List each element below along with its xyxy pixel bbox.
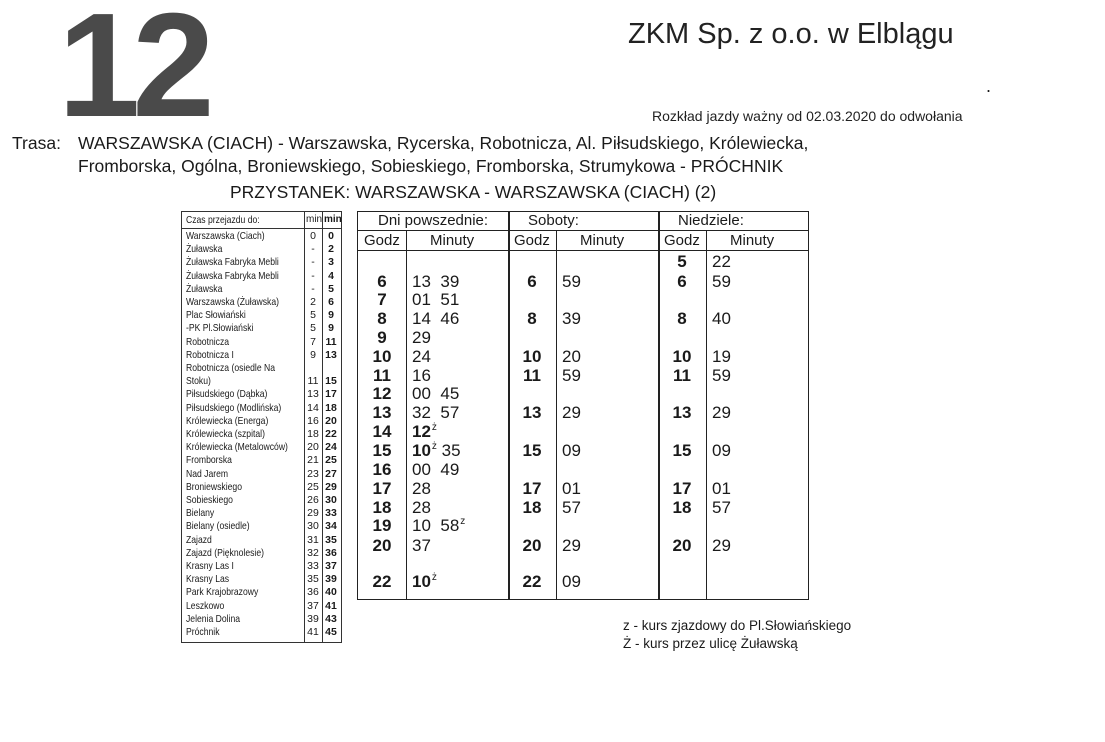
- travel-min-a: -: [311, 243, 315, 256]
- travel-min-a: 36: [307, 586, 319, 599]
- departure-minute: 00: [412, 384, 431, 403]
- departure-minute: 59: [712, 366, 731, 385]
- travel-stop-name: Krasny Las: [186, 573, 230, 586]
- travel-min-b: 6: [328, 296, 334, 308]
- travel-min-a: -: [311, 282, 315, 295]
- minutes-cell: [562, 347, 581, 367]
- travel-min-b: 0: [328, 230, 334, 242]
- hour-cell: 20: [522, 536, 542, 555]
- hour-cell: 22: [372, 572, 392, 591]
- travel-min-a: 30: [307, 520, 319, 533]
- departure-minute: 29: [562, 536, 581, 555]
- travel-stop-name: Fromborska: [186, 454, 232, 467]
- minutes-cell: [712, 252, 731, 272]
- minutes-cell: [562, 572, 581, 592]
- travel-stop-name: Bielany (osiedle): [186, 520, 250, 533]
- minutes-cell: [412, 498, 431, 518]
- section-title: Soboty:: [528, 212, 579, 229]
- departure-minute: 29: [712, 403, 731, 422]
- hour-cell: 6: [527, 272, 537, 291]
- travel-min-a: 41: [307, 626, 319, 638]
- departure-minute: 01: [562, 479, 581, 498]
- travel-min-a: 2: [310, 296, 316, 308]
- departure-minute: 10: [412, 572, 431, 591]
- departure-minute: 10: [412, 516, 431, 535]
- hour-cell: 8: [377, 309, 387, 328]
- departure-minute: 29: [712, 536, 731, 555]
- travel-stop-name: Królewiecka (szpital): [186, 428, 265, 440]
- travel-stop-name: Żuławska Fabryka Mebli: [186, 256, 279, 269]
- travel-min-b: 3: [328, 256, 334, 269]
- hour-cell: 6: [677, 272, 687, 291]
- travel-min-b: 27: [325, 467, 337, 480]
- minutes-cell: [412, 460, 459, 480]
- travel-min-b: 37: [325, 560, 337, 572]
- hour-cell: 11: [673, 366, 691, 385]
- travel-min-a: 31: [307, 533, 319, 546]
- travel-min-b: 34: [325, 520, 337, 533]
- travel-min-a: 35: [307, 573, 319, 586]
- hour-column-label: Godz: [664, 232, 700, 249]
- minutes-column-label: Minuty: [730, 232, 775, 249]
- travel-min-a: 21: [307, 454, 319, 467]
- header-divider: [358, 250, 808, 251]
- travel-min-b: 5: [328, 282, 334, 295]
- travel-min-a: 39: [307, 612, 319, 625]
- hour-cell: 10: [372, 347, 392, 366]
- validity-note: Rozkład jazdy ważny od 02.03.2020 do odwołania: [652, 108, 963, 124]
- travel-min-b: 9: [328, 309, 334, 322]
- travel-stop-name: Leszkowo: [186, 599, 225, 612]
- hour-cell: 7: [377, 290, 387, 309]
- company-name: ZKM Sp. z o.o. w Elblągu: [628, 18, 954, 50]
- travel-stop-name: Broniewskiego: [186, 480, 243, 493]
- section-title: Niedziele:: [678, 212, 744, 229]
- travel-stop-name: Królewiecka (Metalowców): [186, 441, 288, 454]
- travel-min-b: 45: [325, 626, 337, 638]
- travel-min-b: 11: [325, 335, 337, 348]
- travel-min-a: 29: [307, 507, 319, 520]
- minutes-cell: [412, 403, 459, 423]
- travel-min-a: 16: [307, 414, 319, 427]
- route-description-line-1: WARSZAWSKA (CIACH) - Warszawska, Rycerska, Robotnicza, Al. Piłsudskiego, Królewiecka,: [78, 133, 809, 153]
- travel-stop-name: Robotnicza I: [186, 348, 234, 361]
- minutes-cell: [562, 309, 581, 329]
- stop-header: PRZYSTANEK: WARSZAWSKA - WARSZAWSKA (CIACH) (2): [230, 182, 717, 202]
- departure-minute: 16: [412, 366, 431, 385]
- departure-minute: 57: [562, 498, 581, 517]
- travel-min-b: 13: [325, 348, 337, 361]
- travel-col-min-2: min: [324, 214, 342, 225]
- minutes-cell: [562, 498, 581, 518]
- travel-min-b: 40: [325, 586, 337, 599]
- minutes-column-label: Minuty: [430, 232, 475, 249]
- route-number: 12: [58, 0, 207, 148]
- travel-min-b: 29: [325, 480, 337, 493]
- departure-minute: 59: [562, 366, 581, 385]
- travel-stop-name: Nad Jarem: [186, 467, 229, 480]
- hour-column-divider: [556, 230, 557, 599]
- travel-min-a: 5: [310, 309, 316, 322]
- minutes-cell: [562, 441, 581, 461]
- travel-min-a: 26: [307, 494, 319, 506]
- travel-stop-name: Robotnicza: [186, 335, 230, 348]
- hour-cell: 16: [372, 460, 392, 479]
- departure-minute: 01: [412, 290, 431, 309]
- departure-minute: 29: [412, 328, 431, 347]
- travel-min-a: 23: [307, 467, 319, 480]
- departure-minute: 24: [412, 347, 431, 366]
- hour-cell: 8: [677, 309, 687, 328]
- travel-min-a: 11: [307, 375, 319, 388]
- minutes-cell: [712, 536, 731, 556]
- minutes-cell: [562, 366, 581, 386]
- minutes-cell: [712, 272, 731, 292]
- hour-cell: 18: [372, 498, 392, 517]
- course-marker: z: [460, 516, 466, 527]
- minutes-cell: [412, 366, 431, 386]
- travel-stop-name: Próchnik: [186, 626, 220, 638]
- travel-min-a: -: [311, 269, 315, 282]
- minutes-cell: [412, 572, 437, 592]
- travel-stop-name: Bielany: [186, 507, 215, 520]
- hour-cell: 18: [672, 498, 692, 517]
- travel-min-a: 33: [307, 560, 319, 572]
- departure-minute: 35: [441, 441, 461, 460]
- travel-min-b: 18: [325, 401, 337, 414]
- travel-stop-name: Stoku): [186, 375, 211, 388]
- hour-cell: 10: [672, 347, 692, 366]
- travel-min-b: 15: [325, 375, 337, 388]
- minutes-cell: [412, 422, 437, 442]
- minutes-cell: [712, 347, 731, 367]
- travel-stop-name: Sobieskiego: [186, 494, 233, 506]
- travel-stop-name: Zajazd: [186, 533, 212, 546]
- timetable: [357, 211, 809, 600]
- hour-cell: 12: [372, 384, 392, 403]
- route-description-line-2: Fromborska, Ogólna, Broniewskiego, Sobieskiego, Fromborska, Strumykowa - PRÓCHNIK: [78, 156, 784, 176]
- departure-minute: 00: [412, 460, 431, 479]
- hour-cell: 9: [377, 328, 387, 347]
- minutes-cell: [412, 516, 465, 536]
- travel-min-b: 30: [325, 494, 337, 506]
- travel-stop-name: Plac Słowiański: [186, 309, 246, 322]
- hour-cell: 15: [672, 441, 692, 460]
- header-divider: [358, 230, 808, 231]
- hour-cell: 22: [522, 572, 542, 591]
- departure-minute: 45: [440, 384, 460, 403]
- travel-stop-name: -PK Pl.Słowiański: [186, 322, 254, 335]
- minutes-cell: [412, 328, 431, 348]
- hour-cell: 17: [672, 479, 692, 498]
- hour-cell: 20: [372, 536, 392, 555]
- travel-min-a: 37: [307, 599, 319, 612]
- travel-min-a: 7: [310, 335, 316, 348]
- section-divider: [508, 212, 510, 599]
- hour-cell: 18: [522, 498, 542, 517]
- travel-min-b: 2: [328, 243, 334, 256]
- departure-minute: 13: [412, 272, 431, 291]
- departure-minute: 28: [412, 498, 431, 517]
- departure-minute: 49: [440, 460, 460, 479]
- hour-cell: 11: [373, 366, 391, 385]
- departure-minute: 19: [712, 347, 731, 366]
- travel-stop-name: Robotnicza (osiedle Na: [186, 362, 276, 374]
- departure-minute: 10: [412, 441, 431, 460]
- travel-min-b: 33: [325, 507, 337, 520]
- travel-divider: [322, 212, 323, 642]
- travel-stop-name: Krasny Las I: [186, 560, 234, 572]
- departure-minute: 14: [412, 309, 431, 328]
- minutes-cell: [412, 384, 459, 404]
- travel-min-b: 17: [325, 388, 337, 401]
- hour-cell: 13: [372, 403, 392, 422]
- travel-stop-name: Królewiecka (Energa): [186, 414, 269, 427]
- legend-z: z - kurs zjazdowy do Pl.Słowiańskiego: [623, 618, 852, 633]
- departure-minute: 39: [562, 309, 581, 328]
- travel-stop-name: Warszawska (Ciach): [186, 230, 265, 242]
- travel-min-a: 25: [307, 480, 319, 493]
- travel-time-table: [181, 211, 342, 643]
- travel-stop-name: Żuławska: [186, 243, 223, 256]
- hour-cell: 13: [672, 403, 692, 422]
- travel-divider: [304, 212, 305, 642]
- travel-min-a: 13: [307, 388, 319, 401]
- departure-minute: 40: [712, 309, 731, 328]
- section-divider: [658, 212, 660, 599]
- travel-stop-name: Piłsudskiego (Dąbka): [186, 388, 268, 401]
- minutes-cell: [412, 479, 431, 499]
- course-marker: ż: [431, 441, 437, 452]
- travel-stop-name: Zajazd (Pięknolesie): [186, 546, 265, 559]
- departure-minute: 58: [440, 516, 460, 535]
- minutes-cell: [712, 441, 731, 461]
- minutes-cell: [412, 441, 461, 461]
- travel-min-b: 36: [325, 546, 337, 559]
- hour-cell: 13: [522, 403, 542, 422]
- minutes-cell: [712, 479, 731, 499]
- minutes-cell: [712, 403, 731, 423]
- departure-minute: 32: [412, 403, 431, 422]
- minutes-column-label: Minuty: [580, 232, 625, 249]
- travel-min-a: 5: [310, 322, 316, 335]
- minutes-cell: [562, 403, 581, 423]
- course-marker: ż: [431, 422, 437, 433]
- departure-minute: 29: [562, 403, 581, 422]
- departure-minute: 01: [712, 479, 731, 498]
- departure-minute: 28: [412, 479, 431, 498]
- travel-stop-name: Jelenia Dolina: [186, 612, 241, 625]
- minutes-cell: [412, 309, 459, 329]
- departure-minute: 09: [712, 441, 731, 460]
- minutes-cell: [412, 290, 459, 310]
- travel-min-b: 41: [325, 599, 337, 612]
- travel-min-a: 14: [307, 401, 319, 414]
- hour-cell: 17: [522, 479, 542, 498]
- minutes-cell: [562, 479, 581, 499]
- travel-min-b: 39: [325, 573, 337, 586]
- travel-min-b: 4: [328, 269, 334, 282]
- departure-minute: 12: [412, 422, 431, 441]
- hour-column-label: Godz: [364, 232, 400, 249]
- travel-stop-name: Żuławska: [186, 282, 223, 295]
- hour-cell: 10: [522, 347, 542, 366]
- hour-cell: 15: [522, 441, 542, 460]
- departure-minute: 51: [440, 290, 460, 309]
- departure-minute: 09: [562, 572, 581, 591]
- travel-min-b: 43: [325, 612, 337, 625]
- legend-zh: Ż - kurs przez ulicę Żuławską: [623, 636, 798, 651]
- departure-minute: 39: [440, 272, 460, 291]
- travel-min-b: 22: [325, 428, 337, 440]
- travel-stop-name: Warszawska (Żuławska): [186, 296, 279, 308]
- travel-min-a: 20: [307, 441, 319, 454]
- departure-minute: 46: [440, 309, 460, 328]
- hour-cell: 19: [372, 516, 392, 535]
- hour-cell: 6: [377, 272, 387, 291]
- minutes-cell: [562, 272, 581, 292]
- hour-column-label: Godz: [514, 232, 550, 249]
- hour-cell: 20: [672, 536, 692, 555]
- hour-column-divider: [406, 230, 407, 599]
- travel-min-a: 0: [310, 230, 316, 242]
- travel-min-b: 9: [328, 322, 334, 335]
- travel-stop-name: Park Krajobrazowy: [186, 586, 259, 599]
- minutes-cell: [712, 498, 731, 518]
- travel-min-a: -: [311, 256, 315, 269]
- hour-cell: 15: [372, 441, 392, 460]
- minutes-cell: [562, 536, 581, 556]
- hour-cell: 14: [372, 422, 392, 441]
- hour-cell: 8: [527, 309, 537, 328]
- departure-minute: 22: [712, 252, 731, 271]
- hour-cell: 5: [677, 252, 687, 271]
- departure-minute: 37: [412, 536, 431, 555]
- departure-minute: 59: [712, 272, 731, 291]
- travel-min-b: 20: [325, 414, 337, 427]
- course-marker: ż: [431, 572, 437, 583]
- travel-min-a: 9: [310, 348, 316, 361]
- departure-minute: 57: [440, 403, 460, 422]
- route-label: Trasa:: [12, 133, 61, 153]
- travel-time-title: Czas przejazdu do:: [186, 214, 260, 226]
- travel-min-b: 24: [325, 441, 337, 454]
- travel-min-b: 25: [325, 454, 337, 467]
- minutes-cell: [412, 272, 459, 292]
- travel-min-a: 32: [307, 546, 319, 559]
- travel-stop-name: Piłsudskiego (Modlińska): [186, 401, 282, 414]
- hour-cell: 11: [523, 366, 541, 385]
- travel-min-b: 35: [325, 533, 337, 546]
- minutes-cell: [412, 536, 431, 556]
- section-title: Dni powszednie:: [378, 212, 489, 229]
- travel-col-min-1: min: [306, 214, 323, 225]
- minutes-cell: [712, 309, 731, 329]
- hour-column-divider: [706, 230, 707, 599]
- minutes-cell: [412, 347, 431, 367]
- travel-min-a: 18: [307, 428, 319, 440]
- minutes-cell: [712, 366, 731, 386]
- departure-minute: 59: [562, 272, 581, 291]
- departure-minute: 57: [712, 498, 731, 517]
- header-dot: .: [986, 76, 992, 96]
- departure-minute: 20: [562, 347, 581, 366]
- departure-minute: 09: [562, 441, 581, 460]
- hour-cell: 17: [372, 479, 392, 498]
- travel-stop-name: Żuławska Fabryka Mebli: [186, 269, 279, 282]
